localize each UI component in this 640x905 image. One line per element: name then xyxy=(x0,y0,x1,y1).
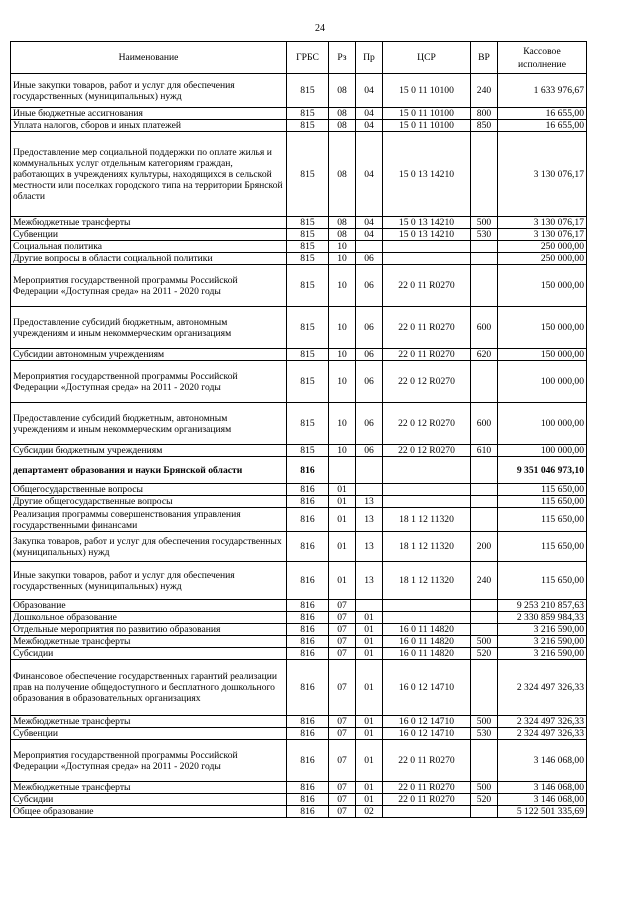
cell-grbs: 816 xyxy=(287,457,329,484)
cell-vr: 500 xyxy=(471,716,498,728)
cell-grbs: 816 xyxy=(287,740,329,782)
cell-rz: 08 xyxy=(329,108,356,120)
cell-rz: 10 xyxy=(329,361,356,403)
cell-name: Дошкольное образование xyxy=(11,612,287,624)
table-row xyxy=(11,457,587,484)
cell-name: Иные закупки товаров, работ и услуг для обеспечения государственных (муниципальных) нужд xyxy=(11,562,287,600)
cell-grbs: 815 xyxy=(287,403,329,445)
cell-csr: 15 0 11 10100 xyxy=(383,120,471,132)
cell-rz: 10 xyxy=(329,349,356,361)
cell-amount: 3 146 068,00 xyxy=(498,794,587,806)
cell-name: Межбюджетные трансферты xyxy=(11,217,287,229)
cell-amount: 150 000,00 xyxy=(498,349,587,361)
cell-rz: 07 xyxy=(329,636,356,648)
cell-amount: 150 000,00 xyxy=(498,265,587,307)
cell-vr: 800 xyxy=(471,108,498,120)
cell-amount: 250 000,00 xyxy=(498,253,587,265)
cell-grbs: 815 xyxy=(287,217,329,229)
cell-csr: 15 0 13 14210 xyxy=(383,229,471,241)
cell-rz: 01 xyxy=(329,508,356,532)
table-row xyxy=(11,403,587,445)
cell-csr xyxy=(383,241,471,253)
header-csr: ЦСР xyxy=(383,42,471,74)
cell-name: Субсидии автономным учреждениям xyxy=(11,349,287,361)
table-row xyxy=(11,600,587,612)
cell-csr: 15 0 11 10100 xyxy=(383,108,471,120)
cell-amount: 115 650,00 xyxy=(498,532,587,562)
table-row xyxy=(11,445,587,457)
cell-vr: 500 xyxy=(471,217,498,229)
table-row xyxy=(11,648,587,660)
cell-rz: 07 xyxy=(329,806,356,818)
cell-vr: 520 xyxy=(471,648,498,660)
cell-amount: 100 000,00 xyxy=(498,403,587,445)
table-row xyxy=(11,217,587,229)
cell-csr: 18 1 12 11320 xyxy=(383,508,471,532)
cell-rz: 10 xyxy=(329,265,356,307)
cell-vr: 200 xyxy=(471,532,498,562)
cell-name: Общее образование xyxy=(11,806,287,818)
cell-csr: 16 0 11 14820 xyxy=(383,624,471,636)
cell-vr xyxy=(471,806,498,818)
cell-amount: 9 351 046 973,10 xyxy=(498,457,587,484)
cell-pr: 04 xyxy=(356,217,383,229)
cell-vr: 530 xyxy=(471,728,498,740)
cell-grbs: 816 xyxy=(287,612,329,624)
cell-amount: 115 650,00 xyxy=(498,496,587,508)
cell-vr xyxy=(471,660,498,716)
cell-rz: 08 xyxy=(329,229,356,241)
cell-name: Финансовое обеспечение государственных гарантий реализации прав на получение общедоступного и бесплатного дошкольного образования в образовательных организациях xyxy=(11,660,287,716)
table-row xyxy=(11,484,587,496)
cell-csr: 16 0 12 14710 xyxy=(383,716,471,728)
cell-pr: 01 xyxy=(356,794,383,806)
cell-pr: 13 xyxy=(356,508,383,532)
cell-pr: 04 xyxy=(356,120,383,132)
cell-pr: 06 xyxy=(356,253,383,265)
cell-name: Межбюджетные трансферты xyxy=(11,782,287,794)
cell-rz: 07 xyxy=(329,716,356,728)
cell-pr xyxy=(356,484,383,496)
cell-grbs: 815 xyxy=(287,120,329,132)
cell-vr xyxy=(471,241,498,253)
cell-csr: 22 0 11 R0270 xyxy=(383,794,471,806)
cell-rz xyxy=(329,457,356,484)
cell-amount: 115 650,00 xyxy=(498,562,587,600)
cell-csr: 18 1 12 11320 xyxy=(383,532,471,562)
cell-amount: 2 330 859 984,33 xyxy=(498,612,587,624)
cell-amount: 150 000,00 xyxy=(498,307,587,349)
cell-csr: 22 0 11 R0270 xyxy=(383,349,471,361)
cell-rz: 10 xyxy=(329,307,356,349)
cell-name: Другие вопросы в области социальной политики xyxy=(11,253,287,265)
cell-grbs: 816 xyxy=(287,806,329,818)
cell-pr: 13 xyxy=(356,562,383,600)
cell-pr: 01 xyxy=(356,782,383,794)
cell-vr xyxy=(471,484,498,496)
cell-rz: 08 xyxy=(329,132,356,217)
table-row xyxy=(11,794,587,806)
cell-vr xyxy=(471,253,498,265)
cell-grbs: 815 xyxy=(287,307,329,349)
header-pr: Пр xyxy=(356,42,383,74)
cell-name: Уплата налогов, сборов и иных платежей xyxy=(11,120,287,132)
cell-vr xyxy=(471,600,498,612)
cell-rz: 10 xyxy=(329,241,356,253)
cell-pr: 06 xyxy=(356,361,383,403)
cell-name: Социальная политика xyxy=(11,241,287,253)
cell-csr: 15 0 13 14210 xyxy=(383,132,471,217)
budget-execution-table xyxy=(10,41,587,818)
table-row xyxy=(11,624,587,636)
cell-pr: 01 xyxy=(356,728,383,740)
cell-rz: 07 xyxy=(329,648,356,660)
cell-amount: 3 216 590,00 xyxy=(498,648,587,660)
cell-vr: 500 xyxy=(471,782,498,794)
cell-name: Мероприятия государственной программы Российской Федерации «Доступная среда» на 2011 - 2020 годы xyxy=(11,361,287,403)
table-row xyxy=(11,562,587,600)
header-grbs: ГРБС xyxy=(287,42,329,74)
cell-csr: 15 0 11 10100 xyxy=(383,74,471,108)
cell-amount: 3 216 590,00 xyxy=(498,636,587,648)
cell-rz: 01 xyxy=(329,562,356,600)
cell-rz: 07 xyxy=(329,740,356,782)
cell-amount: 3 130 076,17 xyxy=(498,132,587,217)
cell-csr: 18 1 12 11320 xyxy=(383,562,471,600)
cell-csr: 22 0 12 R0270 xyxy=(383,403,471,445)
cell-grbs: 816 xyxy=(287,624,329,636)
cell-rz: 01 xyxy=(329,532,356,562)
cell-pr: 01 xyxy=(356,660,383,716)
cell-vr xyxy=(471,508,498,532)
cell-csr: 22 0 12 R0270 xyxy=(383,361,471,403)
cell-csr: 16 0 11 14820 xyxy=(383,636,471,648)
cell-grbs: 815 xyxy=(287,253,329,265)
cell-csr xyxy=(383,806,471,818)
cell-grbs: 816 xyxy=(287,484,329,496)
table-row xyxy=(11,782,587,794)
cell-rz: 07 xyxy=(329,782,356,794)
cell-name: Предоставление субсидий бюджетным, автономным учреждениям и иным некоммерческим организациям xyxy=(11,403,287,445)
cell-csr: 22 0 11 R0270 xyxy=(383,740,471,782)
page-number: 24 xyxy=(315,23,325,34)
cell-csr: 22 0 11 R0270 xyxy=(383,782,471,794)
cell-pr: 06 xyxy=(356,307,383,349)
cell-grbs: 816 xyxy=(287,794,329,806)
cell-vr: 240 xyxy=(471,74,498,108)
table-row xyxy=(11,307,587,349)
cell-amount: 5 122 501 335,69 xyxy=(498,806,587,818)
table-row xyxy=(11,241,587,253)
table-row xyxy=(11,636,587,648)
table-row xyxy=(11,740,587,782)
cell-vr xyxy=(471,361,498,403)
cell-amount: 3 130 076,17 xyxy=(498,217,587,229)
cell-grbs: 816 xyxy=(287,636,329,648)
cell-rz: 01 xyxy=(329,496,356,508)
table-row xyxy=(11,508,587,532)
table-row xyxy=(11,496,587,508)
cell-amount: 16 655,00 xyxy=(498,120,587,132)
cell-rz: 08 xyxy=(329,120,356,132)
cell-amount: 1 633 976,67 xyxy=(498,74,587,108)
cell-pr: 13 xyxy=(356,532,383,562)
cell-name: Общегосударственные вопросы xyxy=(11,484,287,496)
cell-grbs: 815 xyxy=(287,361,329,403)
table-row xyxy=(11,349,587,361)
cell-name: Субвенции xyxy=(11,229,287,241)
cell-amount: 2 324 497 326,33 xyxy=(498,716,587,728)
cell-pr: 01 xyxy=(356,716,383,728)
table-row xyxy=(11,806,587,818)
cell-grbs: 816 xyxy=(287,496,329,508)
cell-pr: 04 xyxy=(356,74,383,108)
cell-amount: 3 146 068,00 xyxy=(498,782,587,794)
header-vr: ВР xyxy=(471,42,498,74)
cell-pr: 13 xyxy=(356,496,383,508)
cell-rz: 10 xyxy=(329,403,356,445)
table-row xyxy=(11,361,587,403)
cell-name: Субвенции xyxy=(11,728,287,740)
cell-csr xyxy=(383,484,471,496)
cell-amount: 3 216 590,00 xyxy=(498,624,587,636)
cell-pr: 01 xyxy=(356,740,383,782)
table-row xyxy=(11,660,587,716)
cell-name: департамент образования и науки Брянской области xyxy=(11,457,287,484)
table-row xyxy=(11,728,587,740)
cell-name: Субсидии xyxy=(11,794,287,806)
cell-csr xyxy=(383,600,471,612)
table-header-row xyxy=(11,42,587,74)
table-row xyxy=(11,265,587,307)
cell-csr xyxy=(383,612,471,624)
cell-pr xyxy=(356,600,383,612)
table-row xyxy=(11,532,587,562)
cell-vr xyxy=(471,740,498,782)
cell-grbs: 815 xyxy=(287,265,329,307)
cell-amount: 2 324 497 326,33 xyxy=(498,660,587,716)
cell-pr xyxy=(356,241,383,253)
cell-vr: 620 xyxy=(471,349,498,361)
cell-amount: 100 000,00 xyxy=(498,361,587,403)
cell-vr: 500 xyxy=(471,636,498,648)
cell-rz: 08 xyxy=(329,74,356,108)
cell-amount: 250 000,00 xyxy=(498,241,587,253)
cell-grbs: 815 xyxy=(287,445,329,457)
cell-rz: 10 xyxy=(329,253,356,265)
cell-vr xyxy=(471,457,498,484)
table-row xyxy=(11,253,587,265)
cell-grbs: 816 xyxy=(287,716,329,728)
cell-amount: 100 000,00 xyxy=(498,445,587,457)
cell-pr: 04 xyxy=(356,132,383,217)
cell-grbs: 816 xyxy=(287,562,329,600)
cell-name: Отдельные мероприятия по развитию образования xyxy=(11,624,287,636)
cell-grbs: 815 xyxy=(287,74,329,108)
cell-name: Субсидии бюджетным учреждениям xyxy=(11,445,287,457)
cell-pr: 01 xyxy=(356,648,383,660)
header-name: Наименование xyxy=(11,42,287,74)
cell-grbs: 816 xyxy=(287,782,329,794)
header-amount: Кассовое исполнение xyxy=(498,42,587,74)
cell-rz: 08 xyxy=(329,217,356,229)
cell-name: Образование xyxy=(11,600,287,612)
table-row xyxy=(11,612,587,624)
cell-pr: 04 xyxy=(356,108,383,120)
cell-csr xyxy=(383,457,471,484)
cell-grbs: 816 xyxy=(287,600,329,612)
cell-grbs: 815 xyxy=(287,108,329,120)
cell-name: Предоставление субсидий бюджетным, автономным учреждениям и иным некоммерческим организациям xyxy=(11,307,287,349)
cell-pr: 06 xyxy=(356,445,383,457)
cell-csr: 16 0 12 14710 xyxy=(383,728,471,740)
cell-csr: 16 0 12 14710 xyxy=(383,660,471,716)
cell-rz: 07 xyxy=(329,600,356,612)
cell-grbs: 816 xyxy=(287,648,329,660)
cell-vr xyxy=(471,496,498,508)
cell-csr: 16 0 11 14820 xyxy=(383,648,471,660)
cell-amount: 9 253 210 857,63 xyxy=(498,600,587,612)
cell-pr: 06 xyxy=(356,403,383,445)
cell-pr: 01 xyxy=(356,612,383,624)
cell-vr xyxy=(471,265,498,307)
cell-csr: 22 0 11 R0270 xyxy=(383,265,471,307)
cell-name: Межбюджетные трансферты xyxy=(11,716,287,728)
cell-vr xyxy=(471,624,498,636)
cell-vr: 600 xyxy=(471,403,498,445)
cell-vr: 240 xyxy=(471,562,498,600)
cell-csr: 22 0 12 R0270 xyxy=(383,445,471,457)
cell-amount: 2 324 497 326,33 xyxy=(498,728,587,740)
cell-name: Иные бюджетные ассигнования xyxy=(11,108,287,120)
cell-name: Субсидии xyxy=(11,648,287,660)
cell-amount: 115 650,00 xyxy=(498,484,587,496)
table-row xyxy=(11,120,587,132)
cell-name: Иные закупки товаров, работ и услуг для обеспечения государственных (муниципальных) нужд xyxy=(11,74,287,108)
cell-rz: 07 xyxy=(329,624,356,636)
cell-pr: 02 xyxy=(356,806,383,818)
cell-pr xyxy=(356,457,383,484)
cell-vr xyxy=(471,132,498,217)
cell-vr xyxy=(471,612,498,624)
cell-grbs: 816 xyxy=(287,532,329,562)
cell-rz: 07 xyxy=(329,612,356,624)
cell-rz: 07 xyxy=(329,728,356,740)
cell-rz: 07 xyxy=(329,660,356,716)
cell-name: Межбюджетные трансферты xyxy=(11,636,287,648)
cell-pr: 01 xyxy=(356,624,383,636)
cell-vr: 520 xyxy=(471,794,498,806)
cell-csr: 15 0 13 14210 xyxy=(383,217,471,229)
table-row xyxy=(11,74,587,108)
cell-vr: 850 xyxy=(471,120,498,132)
cell-csr xyxy=(383,253,471,265)
cell-csr: 22 0 11 R0270 xyxy=(383,307,471,349)
cell-amount: 115 650,00 xyxy=(498,508,587,532)
cell-vr: 610 xyxy=(471,445,498,457)
table-row xyxy=(11,132,587,217)
cell-amount: 3 146 068,00 xyxy=(498,740,587,782)
cell-name: Закупка товаров, работ и услуг для обеспечения государственных (муниципальных) нужд xyxy=(11,532,287,562)
cell-pr: 04 xyxy=(356,229,383,241)
cell-grbs: 815 xyxy=(287,241,329,253)
cell-vr: 600 xyxy=(471,307,498,349)
cell-rz: 07 xyxy=(329,794,356,806)
table-row xyxy=(11,229,587,241)
cell-amount: 3 130 076,17 xyxy=(498,229,587,241)
cell-amount: 16 655,00 xyxy=(498,108,587,120)
cell-name: Мероприятия государственной программы Российской Федерации «Доступная среда» на 2011 - 2020 годы xyxy=(11,265,287,307)
cell-name: Реализация программы совершенствования управления государственными финансами xyxy=(11,508,287,532)
cell-name: Мероприятия государственной программы Российской Федерации «Доступная среда» на 2011 - 2020 годы xyxy=(11,740,287,782)
cell-csr xyxy=(383,496,471,508)
cell-rz: 01 xyxy=(329,484,356,496)
cell-grbs: 815 xyxy=(287,229,329,241)
cell-grbs: 816 xyxy=(287,508,329,532)
header-rz: Рз xyxy=(329,42,356,74)
cell-grbs: 816 xyxy=(287,660,329,716)
cell-grbs: 815 xyxy=(287,132,329,217)
cell-pr: 06 xyxy=(356,265,383,307)
cell-name: Предоставление мер социальной поддержки по оплате жилья и коммунальных услуг отдельным категориям граждан, работающих в учреждениях культуры, находящихся в сельской местности или поселках городского типа на территории Брянской области xyxy=(11,132,287,217)
table-row xyxy=(11,108,587,120)
cell-vr: 530 xyxy=(471,229,498,241)
cell-rz: 10 xyxy=(329,445,356,457)
table-row xyxy=(11,716,587,728)
cell-grbs: 816 xyxy=(287,728,329,740)
cell-grbs: 815 xyxy=(287,349,329,361)
cell-pr: 01 xyxy=(356,636,383,648)
cell-pr: 06 xyxy=(356,349,383,361)
cell-name: Другие общегосударственные вопросы xyxy=(11,496,287,508)
